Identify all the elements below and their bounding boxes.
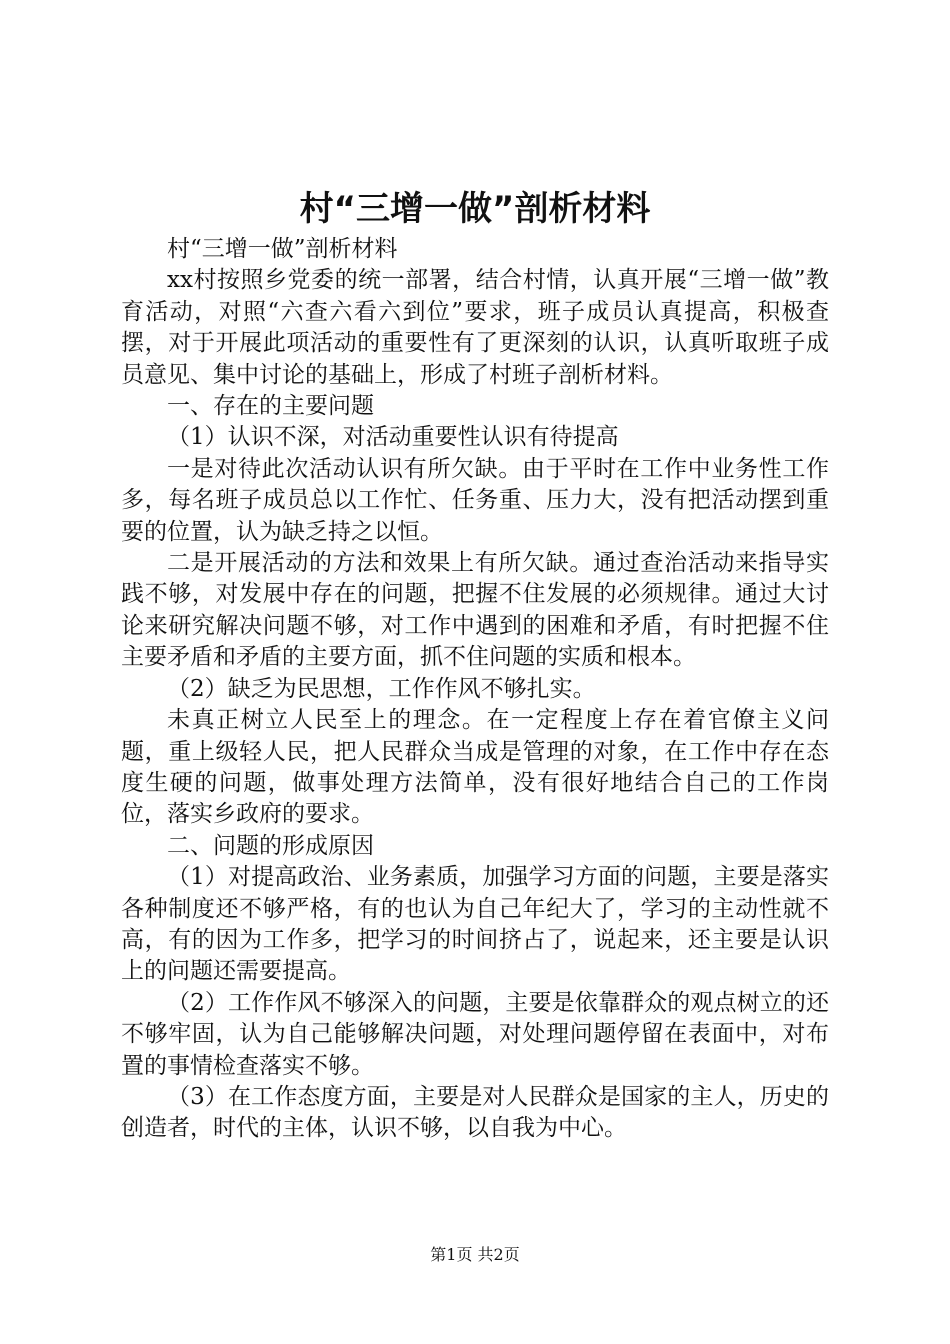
subtitle-paragraph: 村“三增一做”剖析材料 [167,236,398,262]
document-body [121,234,829,1145]
section-heading-problems: 一、存在的主要问题 [167,393,374,420]
paragraph-cause-3: （3）在工作态度方面，主要是对人民群众是国家的主人，历史的创造者，时代的主体，认识不够，以自我为中心。 [121,1083,829,1142]
subheading-work-style: （2）缺乏为民思想，工作作风不够扎实。 [167,675,596,702]
section-heading-causes: 二、问题的形成原因 [167,832,374,859]
paragraph-cause-2: （2）工作作风不够深入的问题，主要是依靠群众的观点树立的还不够牢固，认为自己能够解决问题，对处理问题停留在表面中，对布置的事情检查落实不够。 [121,989,829,1079]
document-title: 村“三增一做”剖析材料 [299,189,651,229]
paragraph-cause-1: （1）对提高政治、业务素质，加强学习方面的问题，主要是落实各种制度还不够严格，有的也认为自己年纪大了，学习的主动性就不高，有的因为工作多，把学习的时间挤占了，说起来，还主要是认识上的问题还需要提高。 [121,864,829,985]
page-footer: 第1页 共2页 [430,1245,520,1264]
paragraph-people-first: 未真正树立人民至上的理念。在一定程度上存在着官僚主义问题，重上级轻人民，把人民群众当成是管理的对象，在工作中存在态度生硬的问题，做事处理方法简单，没有很好地结合自己的工作岗位，落实乡政府的要求。 [121,707,829,828]
paragraph-first-point: 一是对待此次活动认识有所欠缺。由于平时在工作中业务性工作多，每名班子成员总以工作忙、任务重、压力大，没有把活动摆到重要的位置，认为缺乏持之以恒。 [121,455,829,545]
intro-paragraph: xx村按照乡党委的统一部署，结合村情，认真开展“三增一做”教育活动，对照“六查六看六到位”要求，班子成员认真提高，积极查摆，对于开展此项活动的重要性有了更深刻的认识，认真听取班子成员意见、集中讨论的基础上，形成了村班子剖析材料。 [121,267,829,388]
subheading-awareness: （1）认识不深，对活动重要性认识有待提高 [167,424,619,451]
paragraph-second-point: 二是开展活动的方法和效果上有所欠缺。通过查治活动来指导实践不够，对发展中存在的问题，把握不住发展的必须规律。通过大讨论来研究解决问题不够，对工作中遇到的困难和矛盾，有时把握不住主要矛盾和矛盾的主要方面，抓不住问题的实质和根本。 [121,550,829,671]
